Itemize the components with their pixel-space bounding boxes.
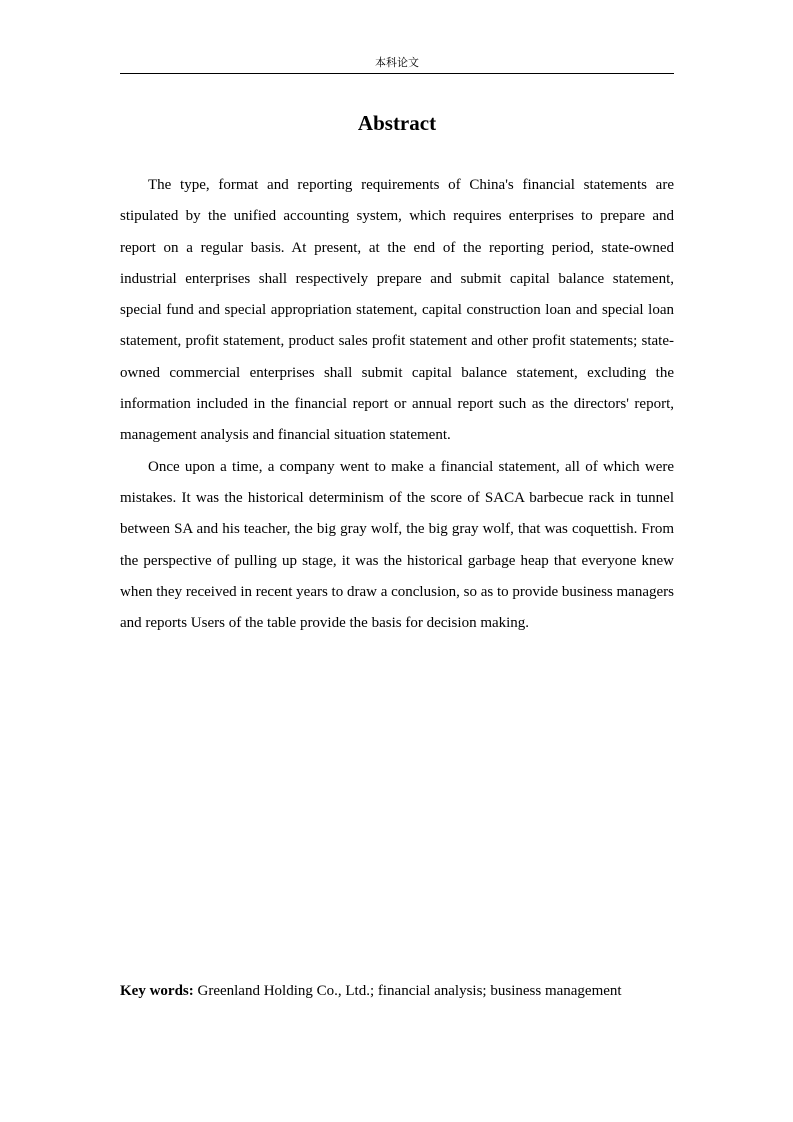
keywords-value: Greenland Holding Co., Ltd.; financial analysis; business management (197, 983, 622, 999)
running-header: 本科论文 (375, 56, 419, 69)
abstract-paragraph-2: Once upon a time, a company went to make a financial statement, all of which were mistakes. It was the historical determinism of the score of SACA barbecue rack in tunnel between SA and his teacher, the big gray wolf, the big gray wolf, that was coquettish. From the perspective of pulling up stage, it was the historical garbage heap that everyone knew when they received in recent years to draw a conclusion, so as to provide business managers and reports Users of the table provide the basis for decision making. (120, 458, 674, 632)
abstract-body (120, 170, 674, 639)
header-divider (120, 73, 674, 74)
keywords-line (120, 979, 680, 1003)
abstract-title: Abstract (357, 111, 437, 135)
abstract-paragraph-1: The type, format and reporting requirements of China's financial statements are stipulated by the unified accounting system, which requires enterprises to prepare and report on a regular basis. At present, at the end of the reporting period, state-owned industrial enterprises shall respectively prepare and submit capital balance statement, special fund and special appropriation statement, capital construction loan and special loan statement, profit statement, product sales profit statement and other profit statements; state-owned commercial enterprises shall submit capital balance statement, excluding the information included in the financial report or annual report such as the directors' report, management analysis and financial situation statement. (120, 177, 674, 444)
keywords-label: Key words: (120, 983, 194, 999)
